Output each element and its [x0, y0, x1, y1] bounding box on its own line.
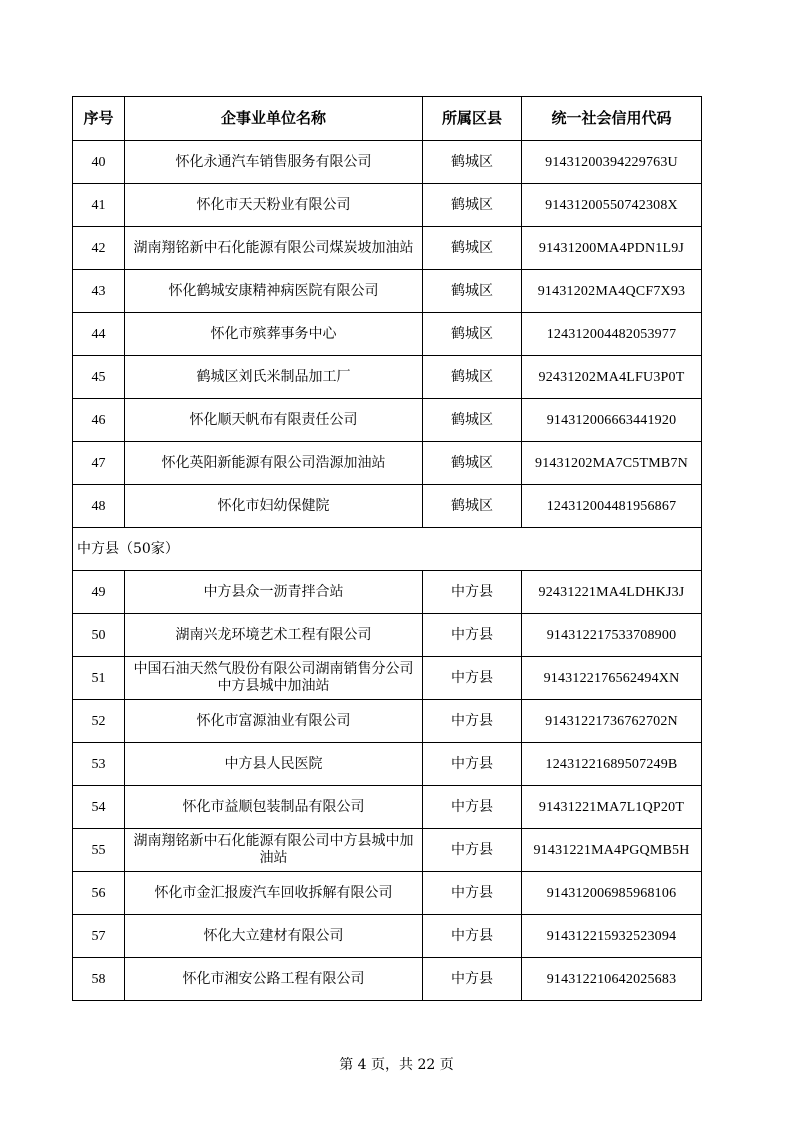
row-idx: 55 [73, 829, 125, 872]
table-row [73, 442, 702, 485]
table-row [73, 356, 702, 399]
table-row [73, 313, 702, 356]
row-name: 湖南兴龙环境艺术工程有限公司 [125, 614, 423, 657]
header-district: 所属区县 [423, 97, 522, 141]
row-district: 中方县 [423, 700, 522, 743]
row-district: 鹤城区 [423, 399, 522, 442]
row-district: 中方县 [423, 872, 522, 915]
row-name: 湖南翔铭新中石化能源有限公司中方县城中加油站 [125, 829, 423, 872]
row-name: 怀化英阳新能源有限公司浩源加油站 [125, 442, 423, 485]
row-name: 怀化市金汇报废汽车回收拆解有限公司 [125, 872, 423, 915]
row-code: 91431202MA7C5TMB7N [522, 442, 702, 485]
row-idx: 50 [73, 614, 125, 657]
row-code: 91431221MA7L1QP20T [522, 786, 702, 829]
row-district: 鹤城区 [423, 184, 522, 227]
row-code: 92431221MA4LDHKJ3J [522, 571, 702, 614]
row-idx: 45 [73, 356, 125, 399]
row-idx: 53 [73, 743, 125, 786]
row-district: 鹤城区 [423, 313, 522, 356]
table-row [73, 657, 702, 700]
table-row [73, 571, 702, 614]
row-idx: 43 [73, 270, 125, 313]
table-row [73, 270, 702, 313]
row-name: 怀化鹤城安康精神病医院有限公司 [125, 270, 423, 313]
row-idx: 58 [73, 958, 125, 1001]
row-code: 91431200MA4PDN1L9J [522, 227, 702, 270]
row-code: 914312006663441920 [522, 399, 702, 442]
row-idx: 51 [73, 657, 125, 700]
row-district: 中方县 [423, 614, 522, 657]
row-district: 中方县 [423, 743, 522, 786]
row-code: 914312217656249​4XN [522, 657, 702, 700]
row-district: 鹤城区 [423, 227, 522, 270]
row-name: 中方县众一沥青拌合站 [125, 571, 423, 614]
table-row [73, 958, 702, 1001]
header-idx: 序号 [73, 97, 125, 141]
row-name: 怀化市富源油业有限公司 [125, 700, 423, 743]
table-row [73, 614, 702, 657]
row-district: 鹤城区 [423, 485, 522, 528]
table-row [73, 227, 702, 270]
table-row [73, 399, 702, 442]
row-name: 中方县人民医院 [125, 743, 423, 786]
row-name: 怀化市益顺包装制品有限公司 [125, 786, 423, 829]
row-code: 914312006985968106 [522, 872, 702, 915]
row-name: 中国石油天然气股份有限公司湖南销售分公司中方县城中加油站 [125, 657, 423, 700]
row-name: 怀化市妇幼保健院 [125, 485, 423, 528]
row-district: 中方县 [423, 657, 522, 700]
row-idx: 46 [73, 399, 125, 442]
row-name: 怀化大立建材有限公司 [125, 915, 423, 958]
row-district: 鹤城区 [423, 356, 522, 399]
row-idx: 54 [73, 786, 125, 829]
row-name: 湖南翔铭新中石化能源有限公司煤炭坡加油站 [125, 227, 423, 270]
table-row [73, 915, 702, 958]
row-code: 91431200550742308X [522, 184, 702, 227]
table-row [73, 829, 702, 872]
row-code: 12431221689507249B [522, 743, 702, 786]
row-code: 914312217533708900 [522, 614, 702, 657]
row-district: 鹤城区 [423, 442, 522, 485]
row-district: 中方县 [423, 786, 522, 829]
table-header-row [73, 97, 702, 141]
row-idx: 52 [73, 700, 125, 743]
table-row [73, 743, 702, 786]
row-idx: 48 [73, 485, 125, 528]
row-code: 124312004481956867 [522, 485, 702, 528]
row-code: 91431200394229763U [522, 141, 702, 184]
table-row [73, 485, 702, 528]
row-name: 怀化市殡葬事务中心 [125, 313, 423, 356]
table-row [73, 184, 702, 227]
row-name: 怀化顺天帆布有限责任公司 [125, 399, 423, 442]
table-row [73, 700, 702, 743]
row-code: 91431221736762702N [522, 700, 702, 743]
row-idx: 40 [73, 141, 125, 184]
table-row [73, 141, 702, 184]
page-footer: 第 4 页，共 22 页 [339, 1057, 454, 1073]
enterprise-table [72, 96, 702, 1001]
row-district: 中方县 [423, 829, 522, 872]
header-code: 统一社会信用代码 [522, 97, 702, 141]
row-name: 鹤城区刘氏米制品加工厂 [125, 356, 423, 399]
table-row [73, 786, 702, 829]
row-district: 中方县 [423, 958, 522, 1001]
row-idx: 44 [73, 313, 125, 356]
row-idx: 49 [73, 571, 125, 614]
row-code: 124312004482053977 [522, 313, 702, 356]
row-district: 鹤城区 [423, 141, 522, 184]
row-code: 914312215932523094 [522, 915, 702, 958]
row-idx: 47 [73, 442, 125, 485]
table-row [73, 872, 702, 915]
row-idx: 41 [73, 184, 125, 227]
row-idx: 57 [73, 915, 125, 958]
row-idx: 56 [73, 872, 125, 915]
header-name: 企事业单位名称 [125, 97, 423, 141]
section-row [73, 528, 702, 571]
section-label: 中方县（50家） [73, 528, 702, 571]
row-name: 怀化市天天粉业有限公司 [125, 184, 423, 227]
row-idx: 42 [73, 227, 125, 270]
row-name: 怀化市湘安公路工程有限公司 [125, 958, 423, 1001]
row-district: 鹤城区 [423, 270, 522, 313]
row-code: 91431202MA4QCF7X93 [522, 270, 702, 313]
row-code: 92431202MA4LFU3P0T [522, 356, 702, 399]
row-district: 中方县 [423, 571, 522, 614]
row-code: 914312210642025683 [522, 958, 702, 1001]
row-name: 怀化永通汽车销售服务有限公司 [125, 141, 423, 184]
row-code: 91431221MA4PGQMB5H [522, 829, 702, 872]
row-district: 中方县 [423, 915, 522, 958]
